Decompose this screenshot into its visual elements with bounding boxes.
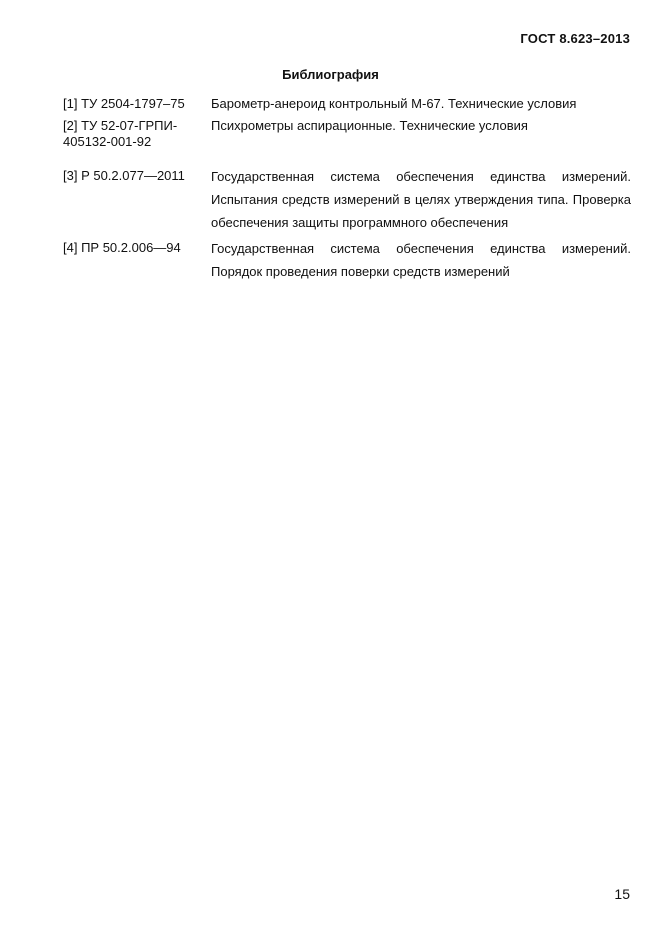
bibliography-entry [63,240,631,283]
section-title: Библиография [282,67,379,82]
bibliography-entry [63,118,631,150]
bibliography-entry [63,96,631,112]
bibliography-text: Барометр-анероид контрольный М-67. Технические условия [211,96,577,111]
bibliography-ref: [2] ТУ 52-07-ГРПИ- 405132-001-92 [63,118,178,149]
bibliography-text: Государственная система обеспечения единства измерений. Испытания средств измерений в целях утверждения типа. Проверка обеспечения защиты программного обеспечения [211,169,631,230]
bibliography-text: Государственная система обеспечения единства измерений. Порядок проведения поверки средств измерений [211,241,631,279]
document-code: ГОСТ 8.623–2013 [520,31,630,46]
bibliography-entry [63,168,631,234]
bibliography-ref: [4] ПР 50.2.006—94 [63,240,181,255]
bibliography-ref: [1] ТУ 2504-1797–75 [63,96,185,111]
bibliography-list [63,96,631,283]
bibliography-text: Психрометры аспирационные. Технические условия [211,118,528,133]
page-number: 15 [614,886,630,902]
bibliography-ref: [3] Р 50.2.077—2011 [63,168,185,183]
